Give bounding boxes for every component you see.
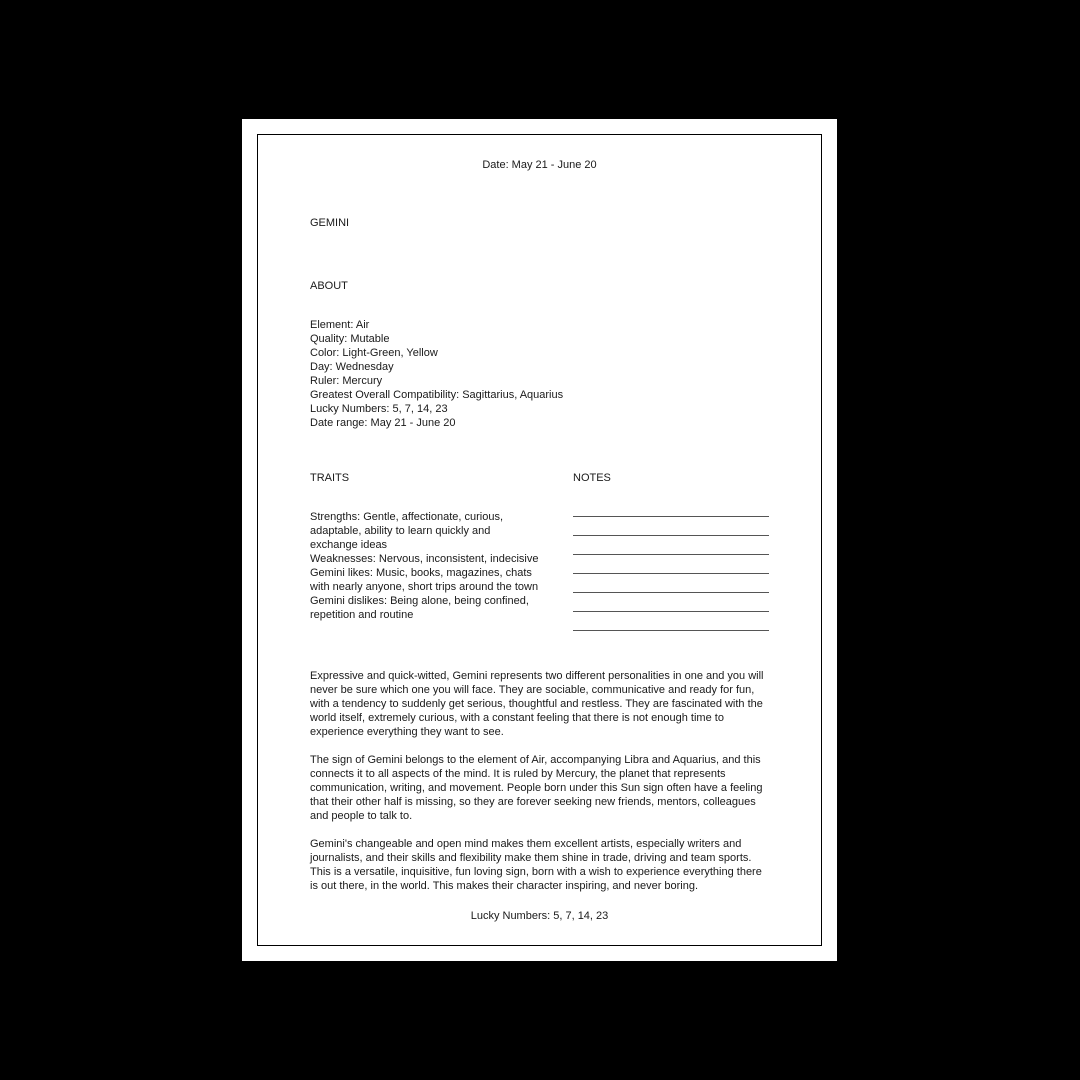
notes-heading: NOTES <box>573 472 611 484</box>
about-quality: Quality: Mutable <box>310 333 390 345</box>
note-line[interactable] <box>573 535 769 536</box>
about-lucky-numbers: Lucky Numbers: 5, 7, 14, 23 <box>310 403 448 415</box>
about-heading: ABOUT <box>310 280 348 292</box>
about-element: Element: Air <box>310 319 370 331</box>
about-list <box>310 318 563 430</box>
paragraph-2: The sign of Gemini belongs to the element of Air, accompanying Libra and Aquarius, and this connects it to all aspects of the mind. It is ruled by Mercury, the planet that represents communication, writing, and movement. People born under this Sun sign often have a feeling that their other half is missing, so they are forever seeking new friends, mentors, colleagues and people to talk to. <box>310 754 763 822</box>
about-compatibility: Greatest Overall Compatibility: Sagittarius, Aquarius <box>310 389 564 401</box>
notes-lines <box>573 516 769 649</box>
note-line[interactable] <box>573 554 769 555</box>
document-page <box>242 119 837 961</box>
header-date: Date: May 21 - June 20 <box>482 159 597 171</box>
note-line[interactable] <box>573 611 769 612</box>
sign-title: GEMINI <box>310 217 350 229</box>
traits-dislikes: Gemini dislikes: Being alone, being confined, repetition and routine <box>310 595 529 621</box>
note-line[interactable] <box>573 573 769 574</box>
note-line[interactable] <box>573 516 769 517</box>
about-day: Day: Wednesday <box>310 361 394 373</box>
traits-likes: Gemini likes: Music, books, magazines, chats with nearly anyone, short trips around the town <box>310 567 539 593</box>
note-line[interactable] <box>573 630 769 631</box>
traits-text <box>310 510 540 622</box>
paragraph-3: Gemini's changeable and open mind makes them excellent artists, especially writers and journalists, and their skills and flexibility make them shine in trade, driving and team sports. This is a versatile, inquisitive, fun loving sign, born with a wish to experience everything there is out there, in the world. This makes their character inspiring, and never boring. <box>310 838 762 892</box>
traits-strengths: Strengths: Gentle, affectionate, curious, adaptable, ability to learn quickly and exchange ideas <box>310 511 504 551</box>
about-ruler: Ruler: Mercury <box>310 375 383 387</box>
footer-lucky-numbers: Lucky Numbers: 5, 7, 14, 23 <box>470 910 609 922</box>
paragraph-1: Expressive and quick-witted, Gemini represents two different personalities in one and you will never be sure which one you will face. They are sociable, communicative and ready for fun, with a tendency to suddenly get serious, thoughtful and restless. They are fascinated with the world itself, extremely curious, with a constant feeling that there is not enough time to experience everything they want to see. <box>310 670 764 738</box>
traits-heading: TRAITS <box>310 472 350 484</box>
about-color: Color: Light-Green, Yellow <box>310 347 438 359</box>
note-line[interactable] <box>573 592 769 593</box>
about-date-range: Date range: May 21 - June 20 <box>310 417 456 429</box>
traits-weaknesses: Weaknesses: Nervous, inconsistent, indecisive <box>310 553 539 565</box>
